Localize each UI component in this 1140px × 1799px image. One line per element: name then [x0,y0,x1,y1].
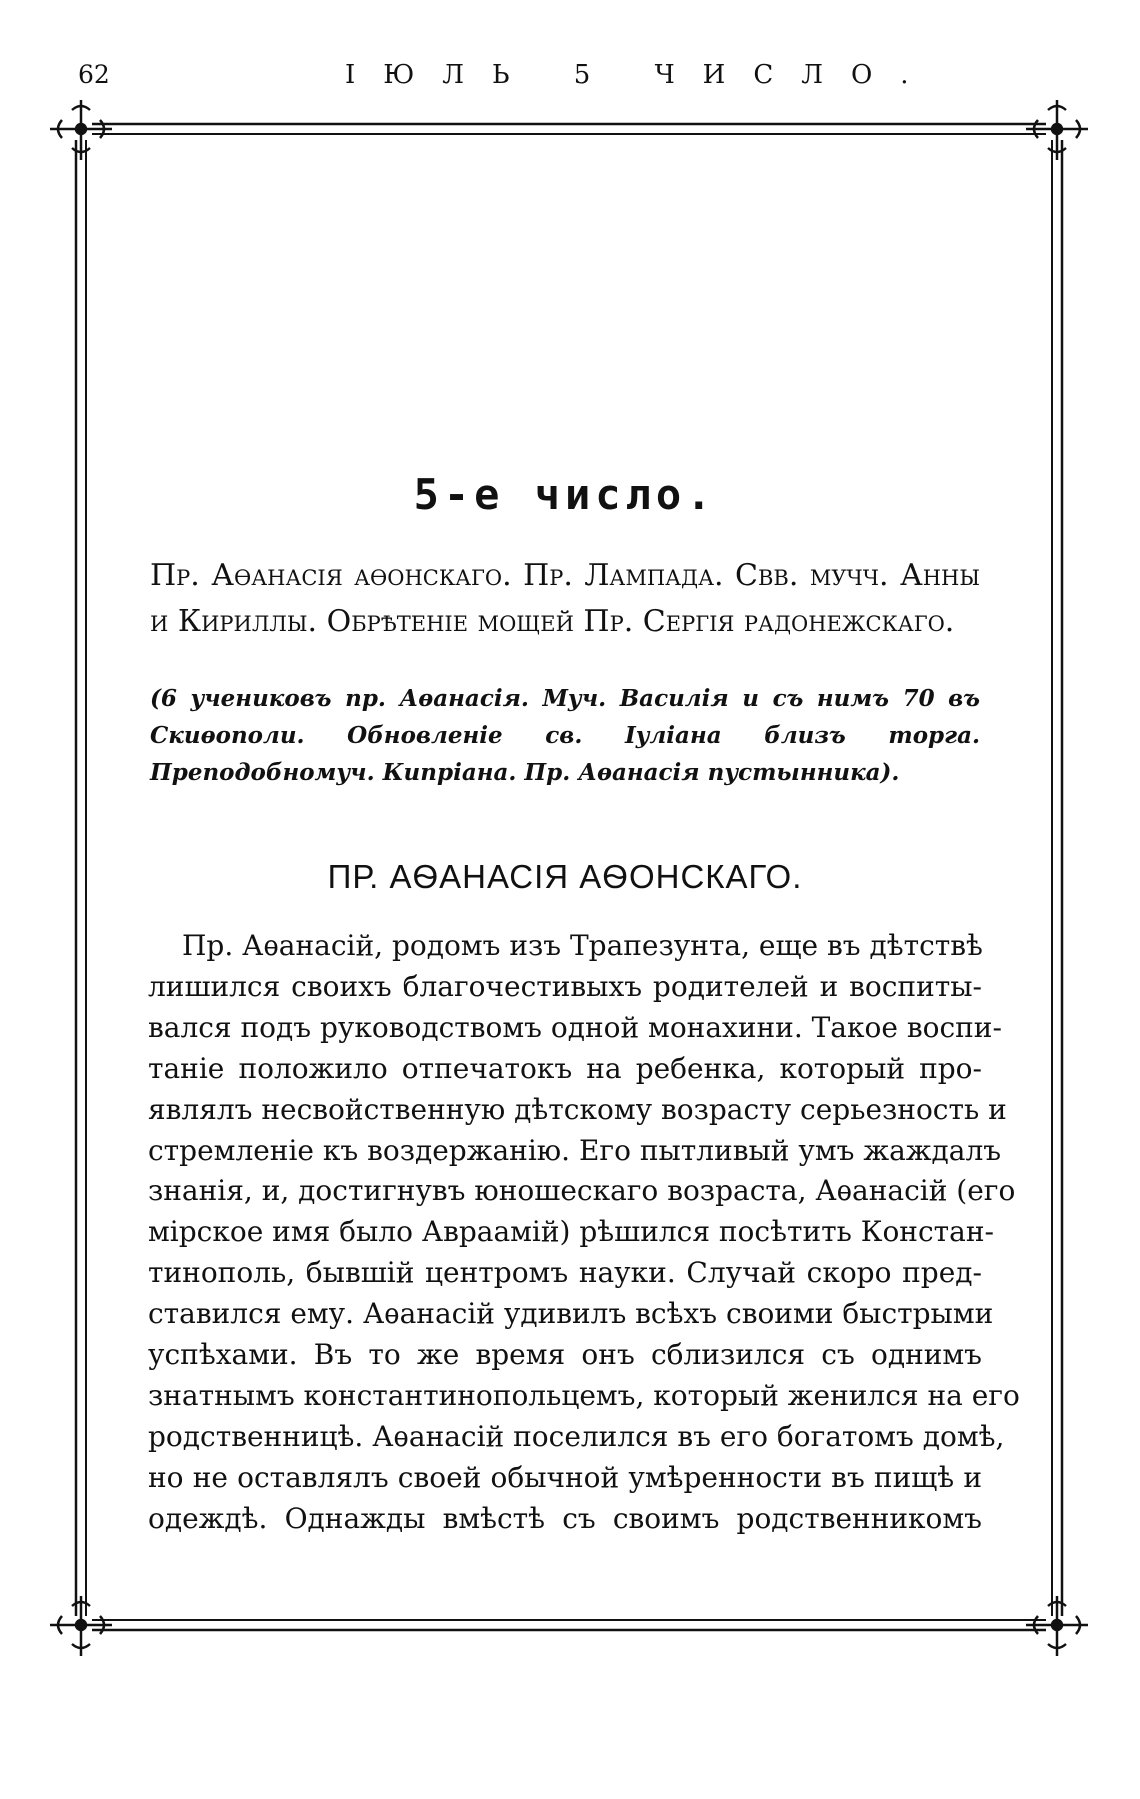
body-line: родственницѣ. Аѳанасій поселился въ его богатомъ домѣ, [148,1419,1005,1453]
body-line: являлъ несвойственную дѣтскому возрасту серьезность и [148,1092,1007,1126]
commemorations [150,553,980,645]
commemoration-line: Пр. Аѳанасія аѳонскаго. Пр. Лампада. Свв. мучч. Анны [150,558,980,593]
body-line: стремленіе къ воздержанію. Его пытливый умъ жаждалъ [148,1133,1002,1167]
body-line: таніе положило отпечатокъ на ребенка, который про- [148,1051,982,1085]
body-line: лишился своихъ благочестивыхъ родителей и воспиты- [148,969,982,1003]
corner-ornament-bottom-right [1026,1596,1088,1656]
corner-ornament-top-left [50,100,112,160]
minor-commemorations: (6 учениковъ пр. Аѳанасія. Муч. Василія и съ нимъ 70 въ Скиѳополи. Обновленіе св. Іуліана близъ торга. Преподобномуч. Кипріана. Пр. Аѳанасія пустынника). [150,685,980,786]
running-head: ІЮЛЬ 5 ЧИСЛО. [345,60,937,90]
page-number: 62 [78,60,110,89]
body-line: тинополь, бывшій центромъ науки. Случай скоро пред- [148,1256,982,1290]
body-line: но не оставлялъ своей обычной умѣренности въ пищѣ и [148,1460,982,1494]
body-line: успѣхами. Въ то же время онъ сблизился съ однимъ [148,1338,982,1372]
body-line: вался подъ руководствомъ одной монахини. Такое воспи- [148,1010,1002,1044]
body-line: ставился ему. Аѳанасій удивилъ всѣхъ своими быстрыми [148,1297,994,1331]
day-title: 5-е число. [413,470,717,519]
body-line: мірское имя было Авраамій) рѣшился посѣтить Констан- [148,1215,994,1249]
corner-ornament-top-right [1026,100,1088,160]
body-line: знанія, и, достигнувъ юношескаго возраста, Аѳанасій (его [148,1174,1016,1208]
commemoration-line: и Кириллы. Обрѣтеніе мощей Пр. Сергія радонежскаго. [150,604,955,639]
body-line: одеждѣ. Однажды вмѣстѣ съ своимъ родственникомъ [148,1501,982,1535]
body-line: Пр. Аѳанасій, родомъ изъ Трапезунта, еще въ дѣтствѣ [182,929,983,962]
corner-ornament-bottom-left [50,1596,112,1656]
body-line: знатнымъ константинопольцемъ, который женился на его [148,1378,1020,1412]
body-text [148,926,1020,1540]
section-heading: ПР. АѲАНАСІЯ АѲОНСКАГО. [327,858,803,895]
